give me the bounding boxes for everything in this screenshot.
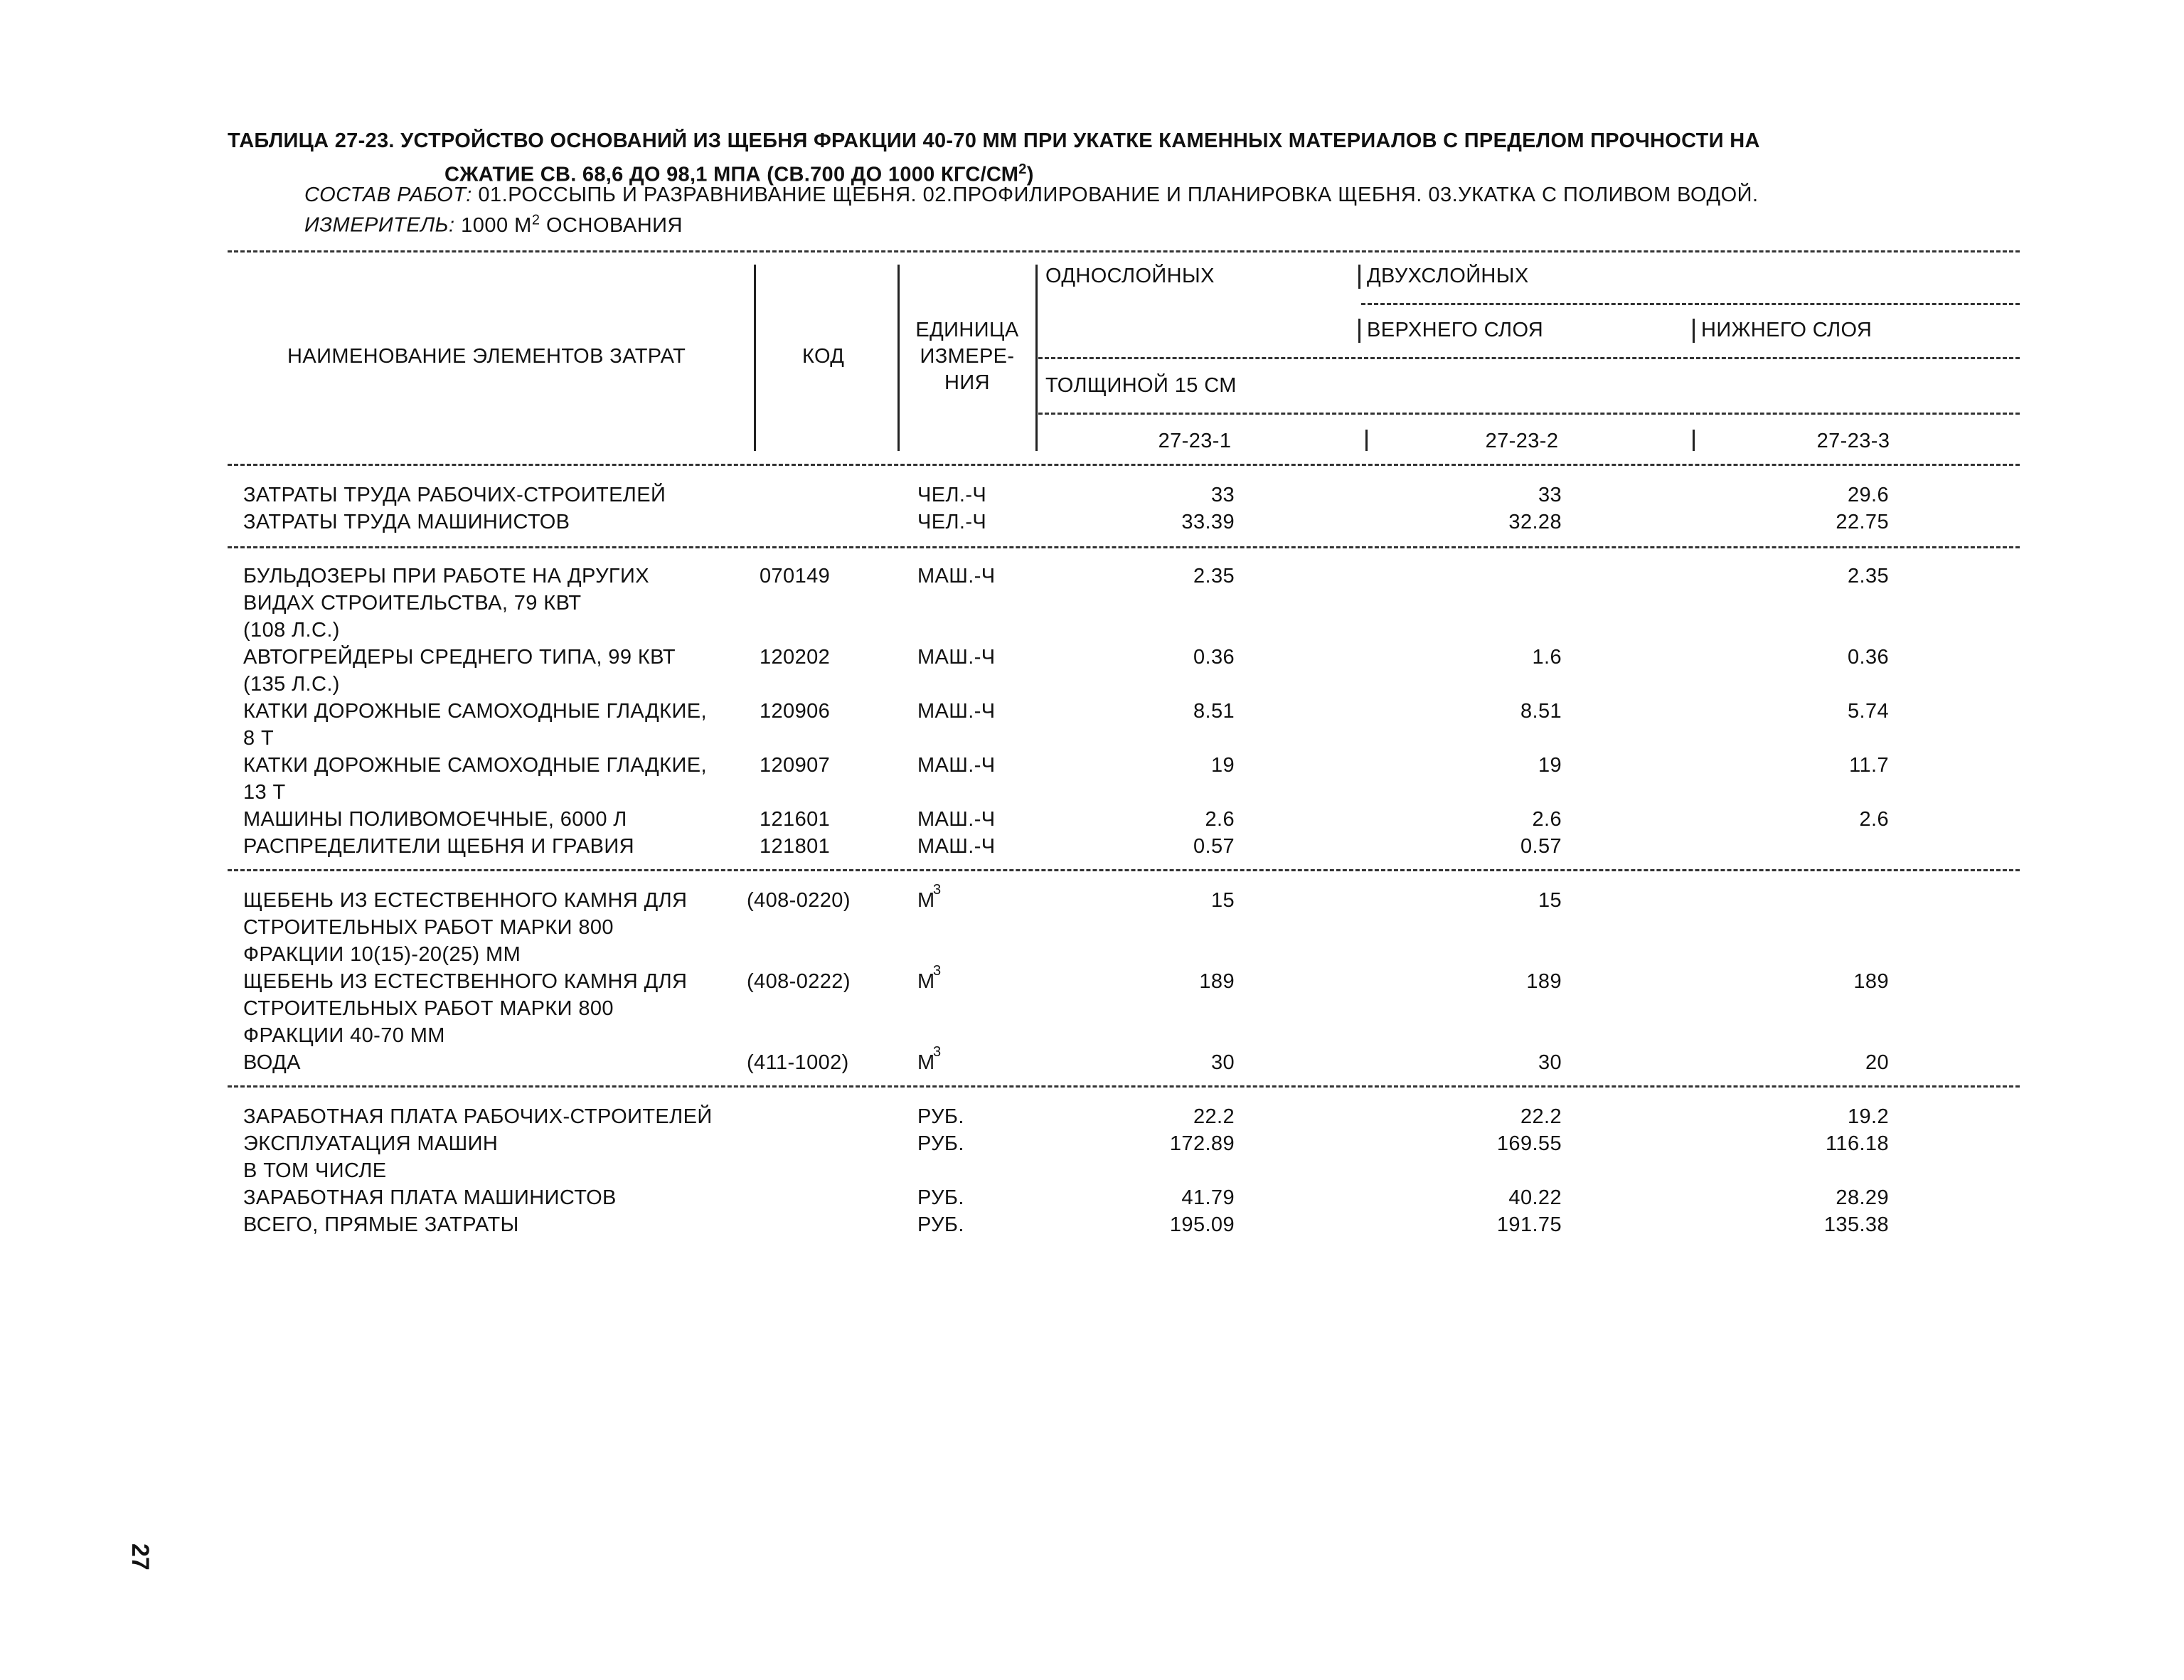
row-value-1: 15 — [1210, 889, 1235, 912]
row-name: ФРАКЦИИ 40-70 ММ — [243, 1024, 445, 1047]
row-code: 120906 — [760, 700, 831, 723]
row-unit: М — [917, 1051, 935, 1074]
header-col-2: 27-23-2 — [1485, 430, 1559, 452]
measure-label: ИЗМЕРИТЕЛЬ: — [304, 213, 455, 237]
header-rule — [1361, 303, 2020, 305]
col-divider — [1035, 265, 1038, 451]
row-value-2: 40.22 — [1508, 1186, 1562, 1209]
row-name: ЭКСПЛУАТАЦИЯ МАШИН — [243, 1132, 499, 1155]
row-value-1: 33.39 — [1181, 511, 1235, 533]
header-thickness: ТОЛЩИНОЙ 15 СМ — [1045, 374, 1237, 397]
title-line-2: СЖАТИЕ СВ. 68,6 ДО 98,1 МПА (СВ.700 ДО 1000 КГС/$СМ^2$) — [444, 161, 1034, 186]
header-rule — [1038, 357, 2020, 359]
row-value-3: 189 — [1853, 970, 1889, 993]
row-name: СТРОИТЕЛЬНЫХ РАБОТ МАРКИ 800 — [243, 916, 614, 939]
section-rule — [228, 869, 2020, 871]
header-rule — [1038, 413, 2020, 415]
row-value-2: 2.6 — [1532, 808, 1562, 831]
row-value-1: 33 — [1210, 484, 1235, 506]
row-value-3: 0.36 — [1847, 646, 1889, 669]
section-rule — [228, 546, 2020, 548]
col-divider — [1693, 319, 1695, 343]
header-col-3: 27-23-3 — [1816, 430, 1890, 452]
row-value-2: 8.51 — [1520, 700, 1562, 723]
header-lower: НИЖНЕГО СЛОЯ — [1701, 319, 1873, 341]
col-divider — [1358, 265, 1360, 289]
row-unit: МАШ.-Ч — [917, 565, 996, 588]
col-divider — [1693, 430, 1695, 451]
row-value-3: 135.38 — [1823, 1213, 1889, 1236]
row-name: ЗАТРАТЫ ТРУДА РАБОЧИХ-СТРОИТЕЛЕЙ — [243, 484, 666, 506]
row-name: ФРАКЦИИ 10(15)-20(25) ММ — [243, 943, 521, 966]
row-unit: МАШ.-Ч — [917, 700, 996, 723]
row-name: ЩЕБЕНЬ ИЗ ЕСТЕСТВЕННОГО КАМНЯ ДЛЯ — [243, 970, 688, 993]
row-unit: МАШ.-Ч — [917, 808, 996, 831]
row-name: ЗАРАБОТНАЯ ПЛАТА МАШИНИСТОВ — [243, 1186, 617, 1209]
row-value-3: 22.75 — [1836, 511, 1889, 533]
header-upper: ВЕРХНЕГО СЛОЯ — [1367, 319, 1544, 341]
measure-text: 1000 $М^2$ ОСНОВАНИЯ — [461, 212, 683, 237]
row-name: ЗАТРАТЫ ТРУДА МАШИНИСТОВ — [243, 511, 570, 533]
row-value-1: 172.89 — [1169, 1132, 1235, 1155]
row-name: БУЛЬДОЗЕРЫ ПРИ РАБОТЕ НА ДРУГИХ — [243, 565, 649, 588]
row-name: 13 Т — [243, 781, 286, 804]
row-unit: М — [917, 889, 935, 912]
measure-line — [304, 212, 683, 238]
row-name: ЩЕБЕНЬ ИЗ ЕСТЕСТВЕННОГО КАМНЯ ДЛЯ — [243, 889, 688, 912]
row-value-2: 19 — [1538, 754, 1562, 777]
unit-exponent: 3 — [933, 882, 942, 898]
composition-label: СОСТАВ РАБОТ: — [304, 184, 472, 206]
row-value-3: 29.6 — [1847, 484, 1889, 506]
title-line-1: ТАБЛИЦА 27-23. УСТРОЙСТВО ОСНОВАНИЙ ИЗ ЩЕБНЯ ФРАКЦИИ 40-70 ММ ПРИ УКАТКЕ КАМЕННЫХ МАТЕРИАЛОВ С ПРЕДЕЛОМ ПРОЧНОСТИ НА — [228, 129, 1760, 152]
row-value-1: 19 — [1210, 754, 1235, 777]
row-value-3: 11.7 — [1849, 754, 1889, 777]
row-name: АВТОГРЕЙДЕРЫ СРЕДНЕГО ТИПА, 99 КВТ — [243, 646, 676, 669]
col-divider — [897, 265, 900, 451]
row-unit: МАШ.-Ч — [917, 646, 996, 669]
row-name: (108 Л.С.) — [243, 619, 340, 642]
row-name: РАСПРЕДЕЛИТЕЛИ ЩЕБНЯ И ГРАВИЯ — [243, 835, 635, 858]
row-name: ВСЕГО, ПРЯМЫЕ ЗАТРАТЫ — [243, 1213, 519, 1236]
unit-exponent: 3 — [933, 963, 942, 979]
page-number: 27 — [127, 1543, 154, 1570]
section-rule — [228, 1085, 2020, 1088]
row-unit: РУБ. — [917, 1186, 964, 1209]
header-bottom-rule — [228, 464, 2020, 466]
header-col-1: 27-23-1 — [1158, 430, 1232, 452]
row-code: 120202 — [760, 646, 831, 669]
row-value-2: 32.28 — [1508, 511, 1562, 533]
row-name: (135 Л.С.) — [243, 673, 340, 696]
row-unit: РУБ. — [917, 1213, 964, 1236]
header-top-rule — [228, 250, 2020, 252]
row-code: (408-0222) — [747, 970, 851, 993]
row-name: ЗАРАБОТНАЯ ПЛАТА РАБОЧИХ-СТРОИТЕЛЕЙ — [243, 1105, 713, 1128]
header-code: КОД — [802, 345, 845, 368]
col-divider — [754, 265, 756, 451]
header-unit-1: ЕДИНИЦА — [915, 319, 1019, 341]
row-code: (408-0220) — [747, 889, 851, 912]
row-value-2: 15 — [1538, 889, 1562, 912]
col-divider — [1365, 430, 1368, 451]
col-divider — [1358, 319, 1360, 343]
row-value-1: 195.09 — [1169, 1213, 1235, 1236]
header-double: ДВУХСЛОЙНЫХ — [1367, 265, 1529, 287]
row-name: 8 Т — [243, 727, 275, 750]
row-value-3: 2.35 — [1847, 565, 1889, 588]
row-value-1: 0.36 — [1193, 646, 1235, 669]
row-value-1: 2.6 — [1205, 808, 1235, 831]
row-value-3: 28.29 — [1836, 1186, 1889, 1209]
row-value-2: 191.75 — [1496, 1213, 1562, 1236]
row-value-2: 169.55 — [1496, 1132, 1562, 1155]
row-code: 070149 — [760, 565, 831, 588]
row-code: (411-1002) — [747, 1051, 849, 1074]
row-value-1: 2.35 — [1193, 565, 1235, 588]
row-value-1: 189 — [1199, 970, 1235, 993]
header-single: ОДНОСЛОЙНЫХ — [1045, 265, 1215, 287]
row-unit: МАШ.-Ч — [917, 754, 996, 777]
row-name: КАТКИ ДОРОЖНЫЕ САМОХОДНЫЕ ГЛАДКИЕ, — [243, 700, 707, 723]
row-name: ВОДА — [243, 1051, 301, 1074]
row-value-3: 2.6 — [1859, 808, 1889, 831]
row-unit: МАШ.-Ч — [917, 835, 996, 858]
row-value-3: 19.2 — [1847, 1105, 1889, 1128]
row-value-2: 22.2 — [1520, 1105, 1562, 1128]
header-unit-3: НИЯ — [944, 371, 990, 394]
row-value-3: 116.18 — [1826, 1132, 1889, 1155]
row-name: СТРОИТЕЛЬНЫХ РАБОТ МАРКИ 800 — [243, 997, 614, 1020]
row-value-1: 0.57 — [1193, 835, 1235, 858]
header-unit-2: ИЗМЕРЕ- — [920, 345, 1015, 368]
row-value-1: 22.2 — [1193, 1105, 1235, 1128]
row-value-2: 30 — [1538, 1051, 1562, 1074]
row-name: В ТОМ ЧИСЛЕ — [243, 1159, 387, 1182]
row-value-2: 1.6 — [1532, 646, 1562, 669]
row-name: ВИДАХ СТРОИТЕЛЬСТВА, 79 КВТ — [243, 592, 582, 615]
row-value-2: 33 — [1538, 484, 1562, 506]
row-value-2: 0.57 — [1520, 835, 1562, 858]
row-value-1: 8.51 — [1193, 700, 1235, 723]
row-code: 120907 — [760, 754, 831, 777]
row-value-1: 41.79 — [1181, 1186, 1235, 1209]
row-value-2: 189 — [1526, 970, 1562, 993]
row-code: 121601 — [760, 808, 831, 831]
row-value-1: 30 — [1210, 1051, 1235, 1074]
composition-line — [304, 184, 1759, 207]
row-name: КАТКИ ДОРОЖНЫЕ САМОХОДНЫЕ ГЛАДКИЕ, — [243, 754, 707, 777]
row-value-3: 5.74 — [1847, 700, 1889, 723]
row-unit: РУБ. — [917, 1132, 964, 1155]
row-unit: М — [917, 970, 935, 993]
row-unit: ЧЕЛ.-Ч — [917, 511, 987, 533]
table-title — [228, 127, 1949, 189]
row-name: МАШИНЫ ПОЛИВОМОЕЧНЫЕ, 6000 Л — [243, 808, 627, 831]
row-unit: ЧЕЛ.-Ч — [917, 484, 987, 506]
composition-text: 01.РОССЫПЬ И РАЗРАВНИВАНИЕ ЩЕБНЯ. 02.ПРОФИЛИРОВАНИЕ И ПЛАНИРОВКА ЩЕБНЯ. 03.УКАТКА С ПОЛИВОМ ВОДОЙ. — [478, 184, 1759, 206]
unit-exponent: 3 — [933, 1044, 942, 1060]
row-value-3: 20 — [1865, 1051, 1889, 1074]
header-name: НАИМЕНОВАНИЕ ЭЛЕМЕНТОВ ЗАТРАТ — [287, 345, 686, 368]
row-code: 121801 — [760, 835, 831, 858]
row-unit: РУБ. — [917, 1105, 964, 1128]
